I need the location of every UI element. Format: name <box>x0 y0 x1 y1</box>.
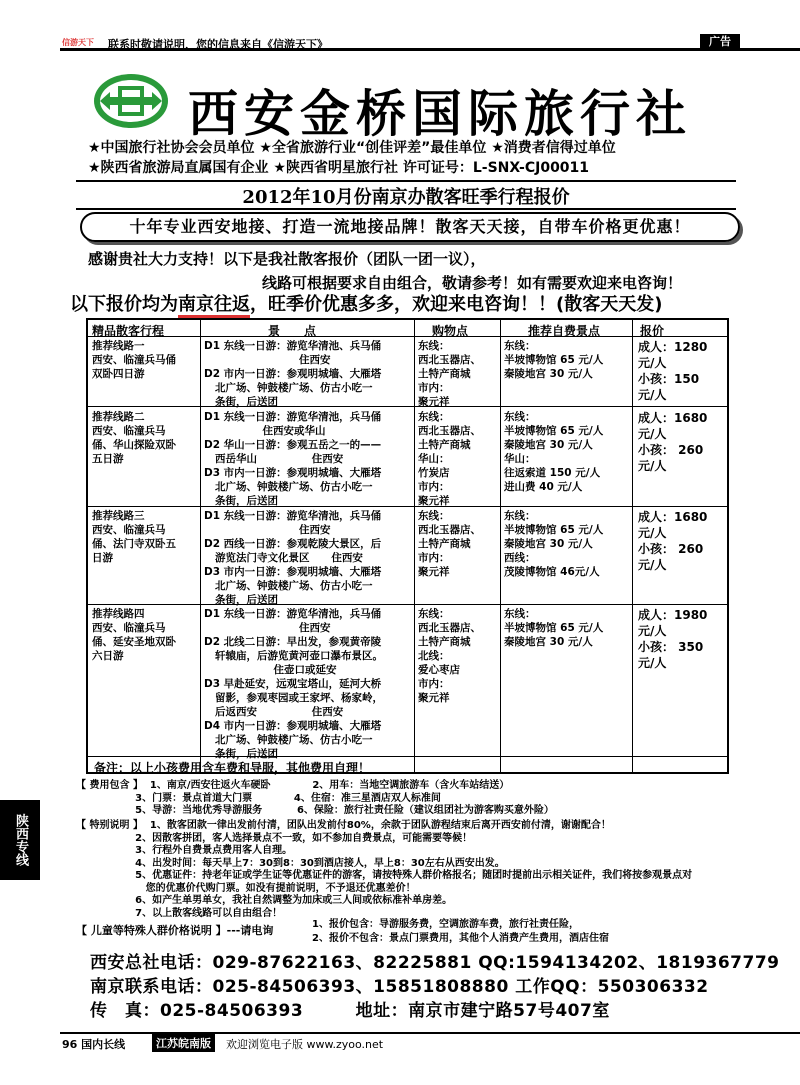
route-1-name: 推荐线路一 西安、临潼兵马俑 双卧四日游 <box>92 340 176 380</box>
page-number: 96 国内长线 <box>62 1038 126 1051</box>
fees-included: 【 费用包含 】 1、南京/西安往返火车硬卧 2、用车：当地空调旅游车（含火车站结送） 3、门票：景点首道大门票 4、住宿：准三星酒店双人标准间 5、导游：当地优秀导游服务 6、保险：旅行社责任险（建议组团社为游客购买意外险） <box>76 780 554 816</box>
company-qualifications <box>88 138 616 178</box>
website-link[interactable]: 欢迎浏览电子版 www.zyoo.net <box>226 1038 384 1051</box>
header-route: 精品散客行程 <box>92 324 165 338</box>
route-4-name: 推荐线路四 西安、临潼兵马 俑、延安圣地双卧 六日游 <box>92 608 176 662</box>
itinerary-table <box>86 318 729 774</box>
row-divider <box>88 406 727 407</box>
route-4-shopping: 东线： 西北玉器店、 土特产商城 北线： 爱心枣店 市内： 聚元祥 <box>418 608 481 704</box>
qualifications-line-2: ★陕西省旅游局直属国有企业 ★陕西省明星旅行社 许可证号：L-SNX-CJ00011 <box>88 160 590 176</box>
col-divider <box>414 320 415 772</box>
row-divider <box>88 506 727 507</box>
route-3-name: 推荐线路三 西安、临潼兵马 俑、法门寺双卧五 日游 <box>92 510 176 564</box>
header-optional: 推荐自费景点 <box>528 324 601 338</box>
kids-pricing-label: 【 儿童等特殊人群价格说明 】---请电询 <box>76 924 274 937</box>
company-name: 西安金桥国际旅行社 <box>188 84 692 143</box>
special-notes: 【 特别说明 】 1、散客团款一律出发前付清，团队出发前付80%，余款于团队游程结束后离开西安前付清，谢谢配合！ 2、因散客拼团，客人选择景点不一致，如不参加自费景点，可能需要等候！ 3、行程外自费景点费用客人自理。 4、出发时间：每天早上7：30到8：30到酒店接人，早上8：30左右从西安出发。 5、优惠证件：持老年证或学生证等优惠证件的游客，请按特殊人群价格报名；随团时提前出示相关证件，我们将按参观景点对 您的优惠价代购门票。如没有提前说明，不予退还优惠差价！ 6、如产生单男单女，我社自然调整为加床或三人间或依标准补单房差。 7、以上散客线路可以自由组合！ <box>76 820 693 919</box>
fax-address: 传 真：025-84506393 地址：南京市建宁路57号407室 <box>90 1001 610 1021</box>
route-4-spots: D1 东线一日游：游览华清池，兵马俑 住西安 D2 北线二日游：早出发，参观黄帝陵 轩辕庙，后游览黄河壶口瀑布景区。 住壶口或延安 D3 早赴延安，远观宝塔山，延河大桥 留影，参观枣园或王家坪、杨家岭， 后返西安 住西安 D4 市内一日游：参观明城墙、大雁塔 北广场、钟鼓楼广场、仿古小吃一 条街，后送团 <box>204 608 383 760</box>
pricing-statement <box>70 290 662 316</box>
company-logo-icon <box>92 72 170 130</box>
thanks-line-1: 感谢贵社大力支持！以下是我社散客报价（团队一团一议）， <box>88 250 486 268</box>
route-4-price: 成人：1980 元/人 小孩： 350 元/人 <box>638 608 708 670</box>
header-shopping: 购物点 <box>432 324 469 338</box>
route-1-spots: D1 东线一日游：游览华清池、兵马俑 住西安 D2 市内一日游：参观明城墙、大雁塔 北广场、钟鼓楼广场、仿古小吃一 条街，后送团 <box>204 340 382 408</box>
route-3-price: 成人：1680 元/人 小孩： 260 元/人 <box>638 510 708 572</box>
route-2-optional: 东线： 半坡博物馆 65 元/人 秦陵地宫 30 元/人 华山： 往返索道 150 元/人 进山费 40 元/人 <box>504 411 604 493</box>
col-divider <box>200 320 201 772</box>
slogan-banner: 十年专业西安地接、打造一流地接品牌！散客天天接，自带车价格更优惠！ <box>80 212 740 242</box>
pricing-emphasis: 南京往返 <box>178 294 250 318</box>
route-2-price: 成人：1680 元/人 小孩： 260 元/人 <box>638 411 708 473</box>
pricing-pre: 以下报价均为 <box>70 294 178 315</box>
table-note: 备注：以上小孩费用含车费和导服，其他费用自理！ <box>94 761 371 775</box>
route-2-spots: D1 东线一日游：游览华清池，兵马俑 住西安或华山 D2 华山一日游：参观五岳之一的—— 西岳华山 住西安 D3 市内一日游：参观明城墙、大雁塔 北广场、钟鼓楼广场、仿古小吃一 条街，后送团 <box>204 411 382 507</box>
row-divider <box>88 604 727 605</box>
route-1-optional: 东线： 半坡博物馆 65 元/人 秦陵地宫 30 元/人 <box>504 340 604 380</box>
header-note: 联系时敬请说明，您的信息来自《信游天下》 <box>108 38 328 51</box>
route-3-spots: D1 东线一日游：游览华清池，兵马俑 住西安 D2 西线一日游：参观乾陵大景区，后 游览法门寺文化景区 住西安 D3 市内一日游：参观明城墙、大雁塔 北广场、钟鼓楼广场、仿古小吃一 条街，后送团 <box>204 510 382 606</box>
route-2-name: 推荐线路二 西安、临潼兵马 俑、华山探险双卧 五日游 <box>92 411 176 465</box>
header-price: 报价 <box>640 324 665 338</box>
route-3-shopping: 东线： 西北玉器店、 土特产商城 市内： 聚元祥 <box>418 510 481 578</box>
col-divider <box>500 320 501 772</box>
xian-contact: 西安总社电话：029-87622163、82225881 QQ:1594134202、1819367779 <box>90 953 780 973</box>
nanjing-contact: 南京联系电话：025-84506393、15851808880 工作QQ：550306332 <box>90 977 709 997</box>
route-2-shopping: 东线： 西北玉器店、 土特产商城 华山： 竹炭店 市内： 聚元祥 <box>418 411 481 507</box>
route-4-optional: 东线： 半坡博物馆 65 元/人 秦陵地宫 30 元/人 <box>504 608 604 648</box>
side-section-tab: 陕西专线 <box>0 800 40 880</box>
route-3-optional: 东线： 半坡博物馆 65 元/人 秦陵地宫 30 元/人 西线： 茂陵博物馆 46元/人 <box>504 510 604 578</box>
route-1-price: 成人：1280 元/人 小孩：150 元/人 <box>638 340 708 402</box>
qualifications-line-1: ★中国旅行社协会会员单位 ★全省旅游行业“创佳评差”最佳单位 ★消费者信得过单位 <box>88 140 616 156</box>
col-divider <box>632 320 633 772</box>
edition-badge: 江苏皖南版 <box>152 1034 215 1052</box>
ad-tag: 广告 <box>700 34 740 50</box>
price-terms: 1、报价包含：导游服务费，空调旅游车费，旅行社责任险， 2、报价不包含：景点门票费用，其他个人消费产生费用，酒店住宿 <box>312 919 609 944</box>
row-divider <box>88 756 727 757</box>
brand-mini-logo: 信游天下 <box>62 38 94 47</box>
header-spots: 景 点 <box>268 324 317 338</box>
thanks-line-2: 线路可根据要求自由组合，敬请参考！如有需要欢迎来电咨询！ <box>262 274 683 292</box>
pricing-post: ，旺季价优惠多多，欢迎来电咨询！！(散客天天发) <box>250 294 663 315</box>
route-1-shopping: 东线： 西北玉器店、 土特产商城 市内： 聚元祥 <box>418 340 481 408</box>
row-divider <box>88 336 727 337</box>
headline: 2012年10月份南京办散客旺季行程报价 <box>242 187 570 208</box>
